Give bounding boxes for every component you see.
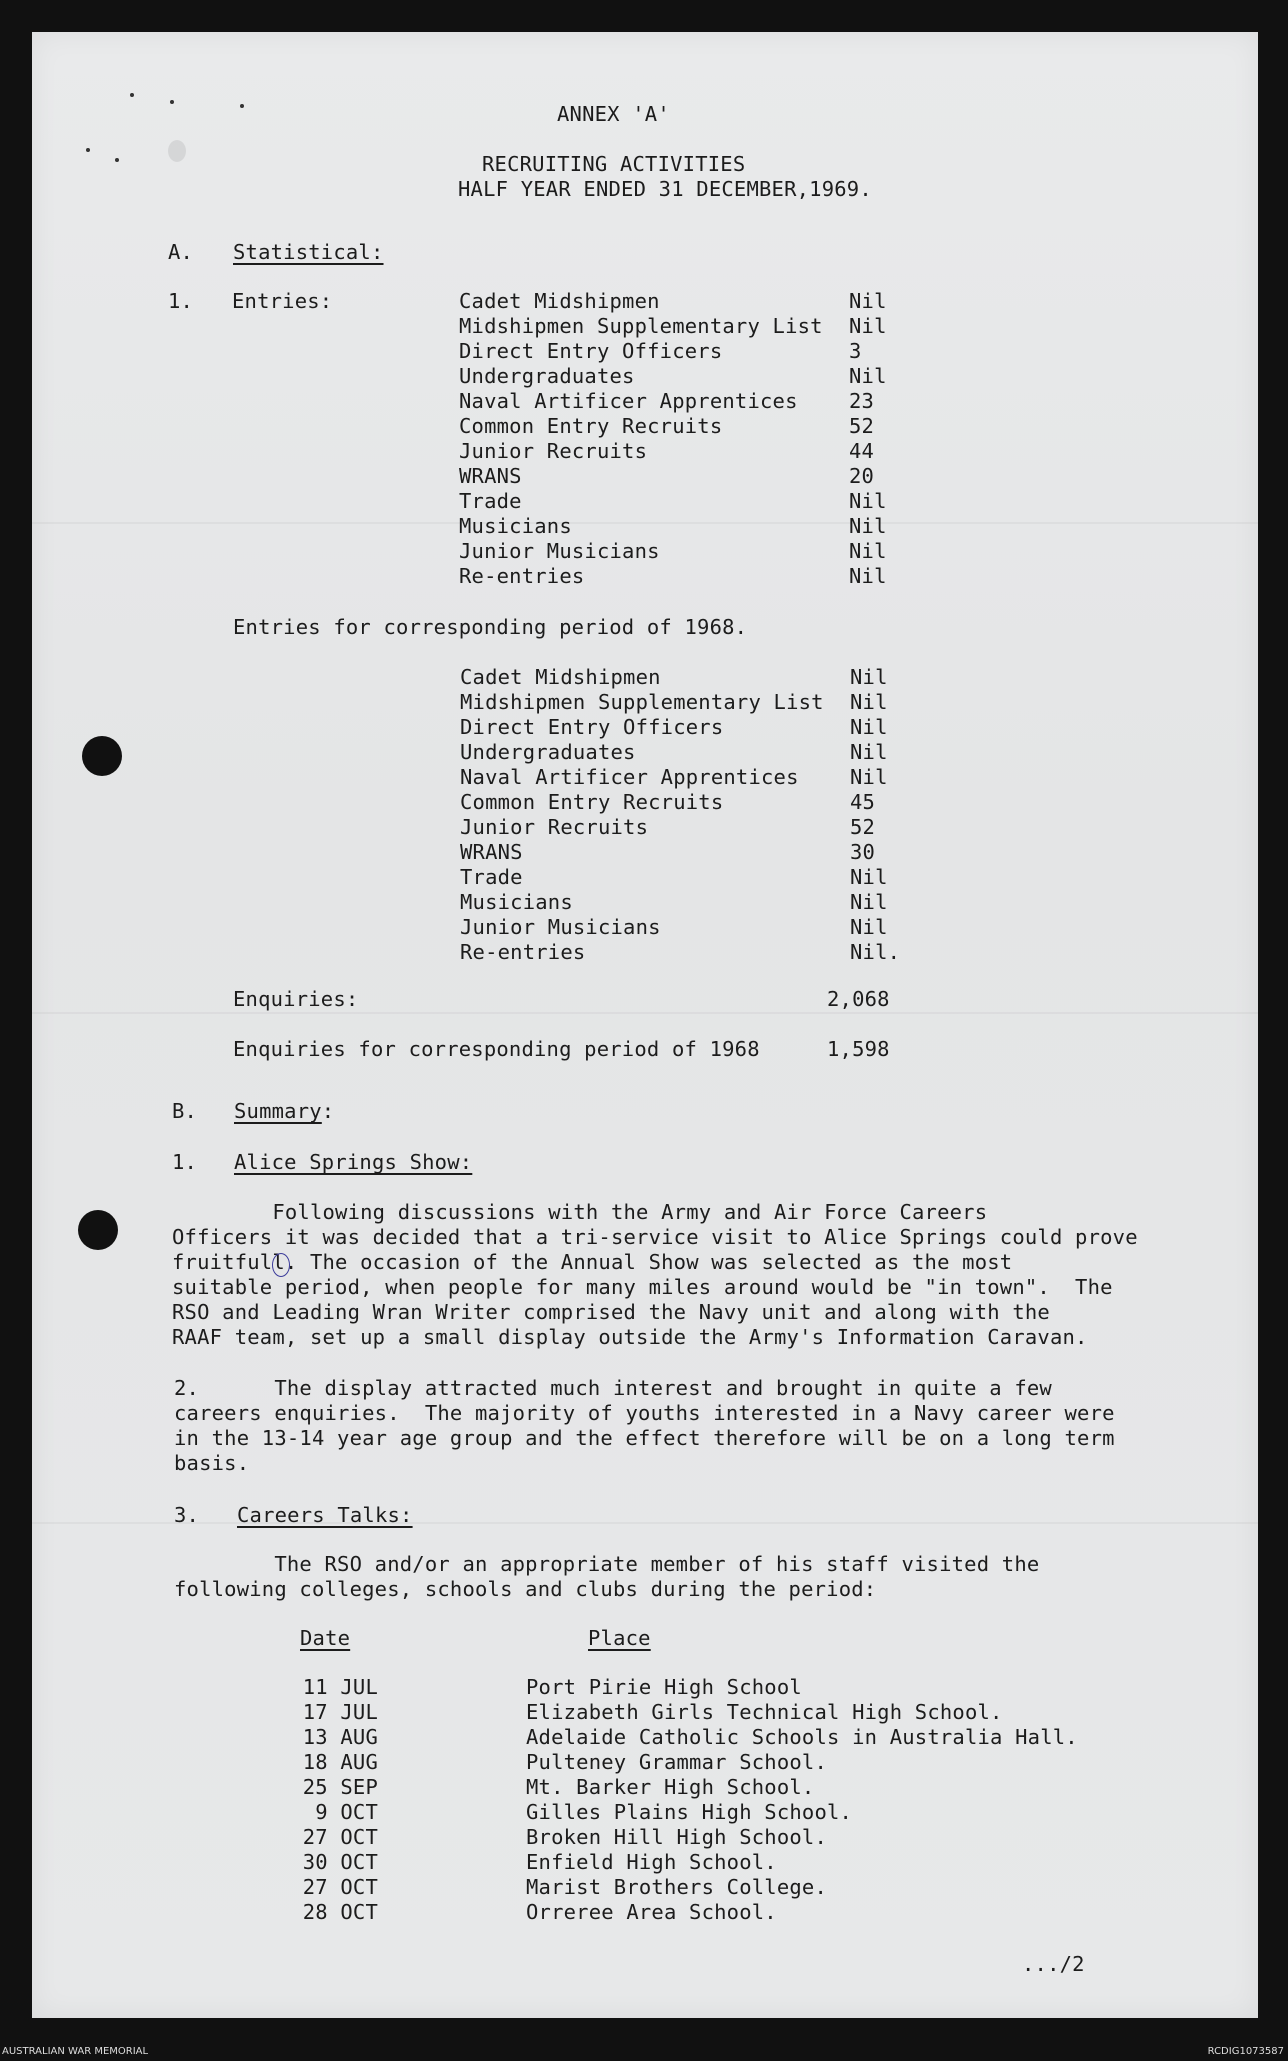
entry-category: Re-entries (459, 564, 585, 588)
section-a-heading: Statistical: (233, 240, 384, 264)
place-column-header: Place (588, 1626, 651, 1650)
entry-category: Common Entry Recruits (459, 414, 723, 438)
entry-category: Cadet Midshipmen (459, 289, 660, 313)
entry-value: Nil. (850, 940, 901, 964)
enquiries-1968-label: Enquiries for corresponding period of 1968 (233, 1037, 760, 1061)
corresponding-period-label: Entries for corresponding period of 1968. (233, 615, 748, 639)
visit-date: 9 OCT (315, 1800, 378, 1824)
section-b-heading-text: Summary (234, 1099, 322, 1123)
entry-value: 44 (849, 439, 875, 463)
paragraph-line: fruitfull. The occasion of the Annual Show was selected as the most (172, 1250, 1013, 1274)
entry-value: Nil (849, 489, 887, 513)
entry-value: 30 (850, 840, 876, 864)
visit-place: Pulteney Grammar School. (526, 1750, 828, 1774)
paragraph-line: Officers it was decided that a tri-service visit to Alice Springs could prove (172, 1225, 1138, 1249)
paragraph-line: The RSO and/or an appropriate member of his staff visited the (174, 1552, 1040, 1576)
visit-place: Enfield High School. (526, 1850, 777, 1874)
visit-place: Mt. Barker High School. (526, 1775, 815, 1799)
visit-place: Marist Brothers College. (526, 1875, 828, 1899)
entry-value: Nil (850, 890, 888, 914)
entry-category: Direct Entry Officers (459, 339, 723, 363)
visit-date: 27 OCT (302, 1825, 378, 1849)
entry-category: Cadet Midshipmen (460, 665, 661, 689)
entry-value: Nil (850, 865, 888, 889)
punch-hole-bottom (78, 1210, 118, 1250)
visit-place: Adelaide Catholic Schools in Australia Hall. (526, 1725, 1078, 1749)
paragraph-line: in the 13-14 year age group and the effect therefore will be on a long term (174, 1426, 1115, 1450)
paragraph-line: RAAF team, set up a small display outside the Army's Information Caravan. (172, 1325, 1088, 1349)
entry-category: Common Entry Recruits (460, 790, 724, 814)
paragraph-line: 2. The display attracted much interest and brought in quite a few (174, 1376, 1052, 1400)
entry-category: WRANS (460, 840, 523, 864)
paragraph-line: Following discussions with the Army and Air Force Careers (172, 1200, 988, 1224)
entry-category: Naval Artificer Apprentices (459, 389, 798, 413)
item1-number: 1. (172, 1150, 198, 1174)
doc-title-line1: RECRUITING ACTIVITIES (482, 152, 746, 176)
entry-value: 20 (849, 464, 875, 488)
visit-date: 25 SEP (302, 1775, 378, 1799)
entry-category: Junior Musicians (459, 539, 660, 563)
entry-value: Nil (849, 289, 887, 313)
paragraph-line: following colleges, schools and clubs during the period: (174, 1577, 877, 1601)
section-b-letter: B. (172, 1099, 198, 1123)
visit-date: 28 OCT (302, 1900, 378, 1924)
entry-category: Trade (460, 865, 523, 889)
entry-category: Direct Entry Officers (460, 715, 724, 739)
entry-category: Midshipmen Supplementary List (459, 314, 823, 338)
visit-place: Broken Hill High School. (526, 1825, 828, 1849)
entry-category: Naval Artificer Apprentices (460, 765, 799, 789)
entry-value: 23 (849, 389, 875, 413)
section-b-heading-colon: : (321, 1099, 335, 1123)
entry-category: Junior Musicians (460, 915, 661, 939)
date-column-header: Date (300, 1626, 351, 1650)
enquiries-1968-value: 1,598 (827, 1037, 890, 1061)
section-a-letter: A. (168, 240, 194, 264)
entry-value: Nil (850, 765, 888, 789)
paragraph-line: RSO and Leading Wran Writer comprised the Navy unit and along with the (172, 1300, 1050, 1324)
entry-category: Re-entries (460, 940, 586, 964)
entry-value: Nil (849, 539, 887, 563)
entry-category: Junior Recruits (460, 815, 649, 839)
entries-item-number: 1. (168, 289, 194, 313)
visit-date: 18 AUG (302, 1750, 378, 1774)
paragraph-line: careers enquiries. The majority of youths interested in a Navy career were (174, 1401, 1115, 1425)
entry-value: Nil (850, 915, 888, 939)
entry-category: Musicians (459, 514, 572, 538)
visit-place: Port Pirie High School (526, 1675, 802, 1699)
entry-category: Undergraduates (459, 364, 635, 388)
entry-value: Nil (850, 665, 888, 689)
entry-value: 3 (849, 339, 862, 363)
paragraph-line: suitable period, when people for many miles around would be "in town". The (172, 1275, 1113, 1299)
entries-label: Entries: (232, 289, 333, 313)
entry-value: 52 (849, 414, 875, 438)
annex-label: ANNEX 'A' (557, 102, 670, 126)
entry-value: 45 (850, 790, 876, 814)
handwritten-circle-mark (272, 1253, 290, 1277)
page-continuation: .../2 (1022, 1952, 1085, 1976)
doc-title-line2: HALF YEAR ENDED 31 DECEMBER,1969. (458, 177, 872, 201)
visit-place: Gilles Plains High School. (526, 1800, 853, 1824)
entry-category: Musicians (460, 890, 573, 914)
footer-left: AUSTRALIAN WAR MEMORIAL (2, 2046, 149, 2057)
entry-category: Midshipmen Supplementary List (460, 690, 824, 714)
paragraph-line: basis. (174, 1451, 250, 1475)
visit-date: 11 JUL (302, 1675, 378, 1699)
section-b-heading (234, 1099, 334, 1123)
item1-heading: Alice Springs Show: (234, 1150, 473, 1174)
visit-place: Orreree Area School. (526, 1900, 777, 1924)
entry-value: Nil (849, 364, 887, 388)
visit-date: 30 OCT (302, 1850, 378, 1874)
entry-value: 52 (850, 815, 876, 839)
visit-place: Elizabeth Girls Technical High School. (526, 1700, 1003, 1724)
enquiries-value: 2,068 (827, 987, 890, 1011)
item3-heading: Careers Talks: (237, 1503, 413, 1527)
entry-category: WRANS (459, 464, 522, 488)
entry-category: Junior Recruits (459, 439, 648, 463)
entry-value: Nil (850, 715, 888, 739)
visit-date: 13 AUG (302, 1725, 378, 1749)
visit-date: 17 JUL (302, 1700, 378, 1724)
entry-value: Nil (850, 690, 888, 714)
entry-value: Nil (849, 564, 887, 588)
item3-number: 3. (174, 1503, 200, 1527)
entry-value: Nil (850, 740, 888, 764)
entry-category: Trade (459, 489, 522, 513)
entry-value: Nil (849, 314, 887, 338)
entry-value: Nil (849, 514, 887, 538)
punch-hole-top (82, 736, 122, 776)
visit-date: 27 OCT (302, 1875, 378, 1899)
enquiries-label: Enquiries: (233, 987, 359, 1011)
footer-right: RCDIG1073587 (1207, 2046, 1284, 2057)
entry-category: Undergraduates (460, 740, 636, 764)
